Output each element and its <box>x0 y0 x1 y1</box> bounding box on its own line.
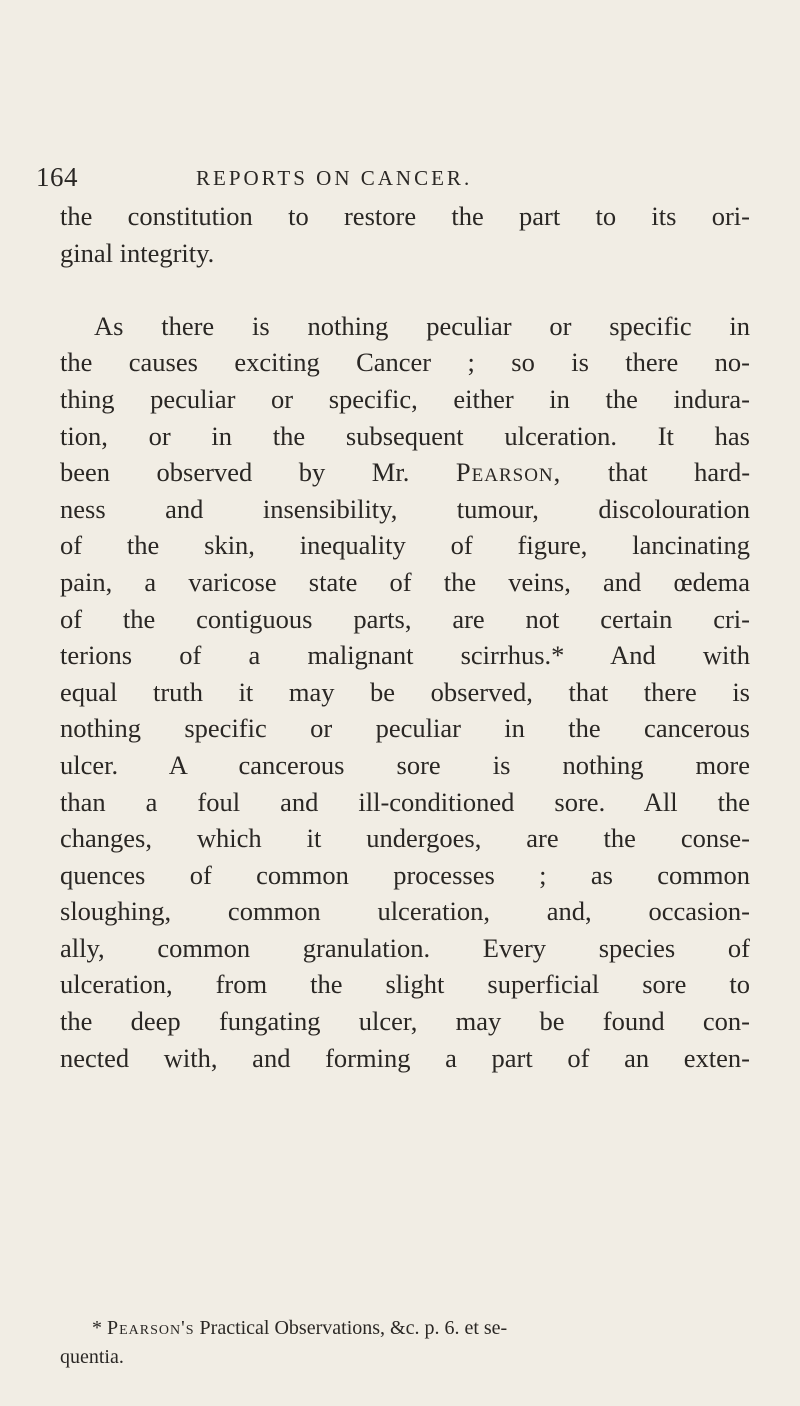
text-line: ally, common granulation. Every species of <box>60 932 750 963</box>
footnote-text: Practical Observations, &c. p. 6. et se- <box>199 1317 508 1339</box>
text-line: ulcer. A cancerous sore is nothing more <box>60 749 750 780</box>
body-text <box>60 198 750 1076</box>
text-line: of the skin, inequality of figure, lancinating <box>60 530 750 561</box>
text-line: than a foul and ill-conditioned sore. All the <box>60 786 750 817</box>
text-line: terions of a malignant scirrhus.* And with <box>60 640 750 671</box>
text-line: sloughing, common ulceration, and, occasion- <box>60 896 750 927</box>
text-line: ginal integrity. <box>60 237 215 268</box>
text-line: ulceration, from the slight superficial sore to <box>60 969 750 1000</box>
text-line-with-name <box>60 454 750 491</box>
text-line: changes, which it undergoes, are the conse- <box>60 823 750 854</box>
text-line: pain, a varicose state of the veins, and œdema <box>60 566 750 597</box>
text-line: nothing specific or peculiar in the cancerous <box>60 713 750 744</box>
text-line: tion, or in the subsequent ulceration. It has <box>60 420 750 451</box>
text-line: thing peculiar or specific, either in the indura- <box>60 383 750 414</box>
text-line: the constitution to restore the part to its ori- <box>60 201 750 231</box>
text-line: ness and insensibility, tumour, discolouration <box>60 493 750 524</box>
author-name: Pearson, <box>455 457 562 488</box>
text-line: quences of common processes ; as common <box>60 859 750 890</box>
footnote-line <box>60 1314 750 1343</box>
text-line: the deep fungating ulcer, may be found con- <box>60 1006 750 1037</box>
page-header <box>36 162 736 198</box>
text-line: nected with, and forming a part of an exten- <box>60 1042 750 1073</box>
text-line: equal truth it may be observed, that there is <box>60 676 750 707</box>
footnote-marker: * <box>92 1317 102 1339</box>
text-line: of the contiguous parts, are not certain cri- <box>60 603 750 634</box>
footnote-author: Pearson's <box>107 1317 195 1339</box>
text-segment: that hard- <box>607 457 751 488</box>
running-head: REPORTS ON CANCER. <box>196 166 473 190</box>
footnote-line: quentia. <box>60 1346 124 1368</box>
text-segment: been observed by Mr. <box>60 457 410 488</box>
text-line: the causes exciting Cancer ; so is there no- <box>60 347 750 378</box>
page-number: 164 <box>36 162 78 192</box>
text-line: As there is nothing peculiar or specific in <box>94 310 750 341</box>
paragraph-gap <box>60 271 750 308</box>
footnote <box>60 1314 750 1372</box>
